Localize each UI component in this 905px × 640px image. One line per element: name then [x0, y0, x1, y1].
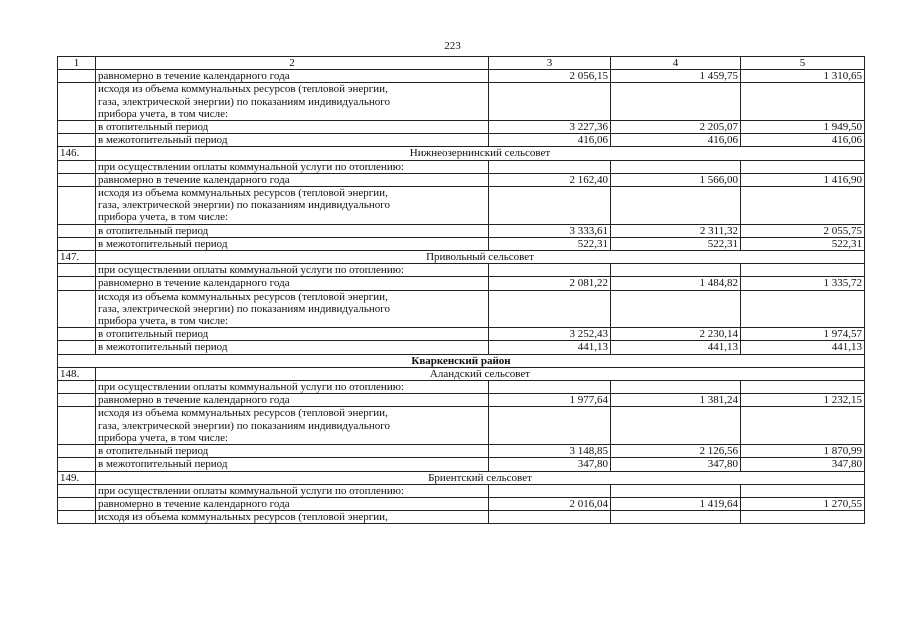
section-row: [58, 147, 865, 160]
value-col-5: 347,80: [741, 458, 865, 471]
table-row: [58, 173, 865, 186]
row-index: [58, 83, 96, 121]
value-col-5: 1 949,50: [741, 121, 865, 134]
value-col-5: [741, 381, 865, 394]
row-index: [58, 160, 96, 173]
value-col-5: 522,31: [741, 237, 865, 250]
value-col-5: 1 270,55: [741, 497, 865, 510]
value-col-3: [489, 381, 611, 394]
value-col-5: 1 232,15: [741, 394, 865, 407]
column-header-4: 4: [611, 57, 741, 70]
table-row: [58, 121, 865, 134]
value-col-4: [611, 187, 741, 225]
value-col-3: 3 252,43: [489, 328, 611, 341]
row-index: [58, 237, 96, 250]
table-row: [58, 187, 865, 225]
value-col-4: 2 230,14: [611, 328, 741, 341]
row-label: [96, 83, 489, 121]
table-row: [58, 381, 865, 394]
page-number: 223: [444, 40, 461, 52]
row-index: [58, 445, 96, 458]
row-label-line: прибора учета, в том числе:: [98, 107, 229, 120]
value-col-4: [611, 511, 741, 524]
row-label: исходя из объема коммунальных ресурсов (тепловой энергии,: [96, 511, 489, 524]
value-col-3: 3 148,85: [489, 445, 611, 458]
row-label-line: исходя из объема коммунальных ресурсов (тепловой энергии,: [98, 407, 388, 420]
table-row: [58, 341, 865, 354]
value-col-5: [741, 407, 865, 445]
row-label: при осуществлении оплаты коммунальной услуги по отоплению:: [96, 484, 489, 497]
value-col-4: [611, 264, 741, 277]
value-col-3: 2 081,22: [489, 277, 611, 290]
table-body: [58, 57, 865, 524]
row-index: [58, 328, 96, 341]
value-col-4: 347,80: [611, 458, 741, 471]
value-col-5: 1 870,99: [741, 445, 865, 458]
value-col-4: 522,31: [611, 237, 741, 250]
value-col-5: 2 055,75: [741, 224, 865, 237]
row-index: [58, 290, 96, 328]
tariff-table: [57, 56, 865, 524]
value-col-5: 416,06: [741, 134, 865, 147]
value-col-3: [489, 264, 611, 277]
row-label: равномерно в течение календарного года: [96, 70, 489, 83]
value-col-4: [611, 484, 741, 497]
value-col-3: 2 016,04: [489, 497, 611, 510]
value-col-5: 1 974,57: [741, 328, 865, 341]
row-index: [58, 394, 96, 407]
section-title: Привольный сельсовет: [96, 251, 865, 264]
row-index: [58, 341, 96, 354]
row-index: [58, 70, 96, 83]
row-label: [96, 187, 489, 225]
row-label: при осуществлении оплаты коммунальной услуги по отоплению:: [96, 264, 489, 277]
value-col-5: 1 310,65: [741, 70, 865, 83]
table-row: [58, 394, 865, 407]
row-label: [96, 407, 489, 445]
district-title: Кваркенский район: [58, 354, 865, 367]
row-label: при осуществлении оплаты коммунальной услуги по отоплению:: [96, 160, 489, 173]
table-row: [58, 445, 865, 458]
value-col-5: [741, 83, 865, 121]
value-col-4: 1 484,82: [611, 277, 741, 290]
table-row: [58, 277, 865, 290]
value-col-4: 2 311,32: [611, 224, 741, 237]
value-col-4: [611, 407, 741, 445]
section-row: [58, 251, 865, 264]
value-col-3: [489, 407, 611, 445]
value-col-3: 416,06: [489, 134, 611, 147]
row-index: [58, 511, 96, 524]
section-index: 149.: [58, 471, 96, 484]
table-row: [58, 511, 865, 524]
table-row: [58, 497, 865, 510]
section-title: Бриентский сельсовет: [96, 471, 865, 484]
value-col-4: 2 205,07: [611, 121, 741, 134]
value-col-3: [489, 83, 611, 121]
value-col-3: [489, 290, 611, 328]
value-col-5: 1 416,90: [741, 173, 865, 186]
section-index: 148.: [58, 367, 96, 380]
value-col-4: [611, 381, 741, 394]
row-label-line: исходя из объема коммунальных ресурсов (тепловой энергии,: [98, 83, 388, 96]
row-label: равномерно в течение календарного года: [96, 173, 489, 186]
row-index: [58, 381, 96, 394]
row-index: [58, 121, 96, 134]
value-col-3: [489, 160, 611, 173]
row-index: [58, 264, 96, 277]
row-label-line: газа, электрической энергии) по показаниям индивидуального: [98, 199, 390, 212]
value-col-5: [741, 290, 865, 328]
value-col-3: 441,13: [489, 341, 611, 354]
value-col-4: 416,06: [611, 134, 741, 147]
value-col-4: [611, 83, 741, 121]
row-label-line: прибора учета, в том числе:: [98, 431, 229, 444]
row-index: [58, 484, 96, 497]
section-index: 147.: [58, 251, 96, 264]
row-index: [58, 277, 96, 290]
value-col-5: [741, 187, 865, 225]
table-row: [58, 160, 865, 173]
value-col-5: 1 335,72: [741, 277, 865, 290]
row-label: в межотопительный период: [96, 237, 489, 250]
row-label-line: исходя из объема коммунальных ресурсов (тепловой энергии,: [98, 187, 388, 200]
row-label: в отопительный период: [96, 121, 489, 134]
row-label-line: газа, электрической энергии) по показаниям индивидуального: [98, 302, 390, 315]
value-col-5: [741, 511, 865, 524]
value-col-3: 522,31: [489, 237, 611, 250]
row-label-line: прибора учета, в том числе:: [98, 315, 229, 328]
value-col-3: [489, 484, 611, 497]
table-row: [58, 224, 865, 237]
row-index: [58, 497, 96, 510]
value-col-4: 1 459,75: [611, 70, 741, 83]
value-col-4: 1 566,00: [611, 173, 741, 186]
table-row: [58, 83, 865, 121]
row-label-line: исходя из объема коммунальных ресурсов (тепловой энергии,: [98, 290, 388, 303]
value-col-5: 441,13: [741, 341, 865, 354]
table-row: [58, 264, 865, 277]
value-col-4: [611, 290, 741, 328]
value-col-4: 2 126,56: [611, 445, 741, 458]
value-col-5: [741, 160, 865, 173]
value-col-4: 1 419,64: [611, 497, 741, 510]
row-label: в отопительный период: [96, 445, 489, 458]
section-index: 146.: [58, 147, 96, 160]
column-header-2: 2: [96, 57, 489, 70]
row-index: [58, 187, 96, 225]
table-row: [58, 237, 865, 250]
row-label: при осуществлении оплаты коммунальной услуги по отоплению:: [96, 381, 489, 394]
column-header-5: 5: [741, 57, 865, 70]
value-col-5: [741, 484, 865, 497]
row-label-line: газа, электрической энергии) по показаниям индивидуального: [98, 95, 390, 108]
row-label: равномерно в течение календарного года: [96, 394, 489, 407]
row-index: [58, 173, 96, 186]
table-row: [58, 134, 865, 147]
row-label: [96, 290, 489, 328]
value-col-5: [741, 264, 865, 277]
district-row: [58, 354, 865, 367]
value-col-3: [489, 511, 611, 524]
value-col-3: 2 162,40: [489, 173, 611, 186]
section-row: [58, 367, 865, 380]
section-row: [58, 471, 865, 484]
value-col-4: 441,13: [611, 341, 741, 354]
table-row: [58, 407, 865, 445]
table-row: [58, 484, 865, 497]
row-label: в отопительный период: [96, 224, 489, 237]
value-col-4: [611, 160, 741, 173]
row-label: в межотопительный период: [96, 134, 489, 147]
section-title: Нижнеозернинский сельсовет: [96, 147, 865, 160]
value-col-3: 3 333,61: [489, 224, 611, 237]
section-title: Аландский сельсовет: [96, 367, 865, 380]
value-col-4: 1 381,24: [611, 394, 741, 407]
column-header-row: [58, 57, 865, 70]
value-col-3: 3 227,36: [489, 121, 611, 134]
value-col-3: 1 977,64: [489, 394, 611, 407]
value-col-3: [489, 187, 611, 225]
row-index: [58, 458, 96, 471]
row-label-line: прибора учета, в том числе:: [98, 211, 229, 224]
row-index: [58, 134, 96, 147]
value-col-3: 2 056,15: [489, 70, 611, 83]
column-header-3: 3: [489, 57, 611, 70]
row-label: в межотопительный период: [96, 341, 489, 354]
table-row: [58, 328, 865, 341]
row-label-line: газа, электрической энергии) по показаниям индивидуального: [98, 419, 390, 432]
row-index: [58, 407, 96, 445]
table-row: [58, 290, 865, 328]
row-label: равномерно в течение календарного года: [96, 277, 489, 290]
row-label: в межотопительный период: [96, 458, 489, 471]
value-col-3: 347,80: [489, 458, 611, 471]
row-label: в отопительный период: [96, 328, 489, 341]
table-row: [58, 458, 865, 471]
row-label: равномерно в течение календарного года: [96, 497, 489, 510]
column-header-1: 1: [58, 57, 96, 70]
row-index: [58, 224, 96, 237]
table-row: [58, 70, 865, 83]
